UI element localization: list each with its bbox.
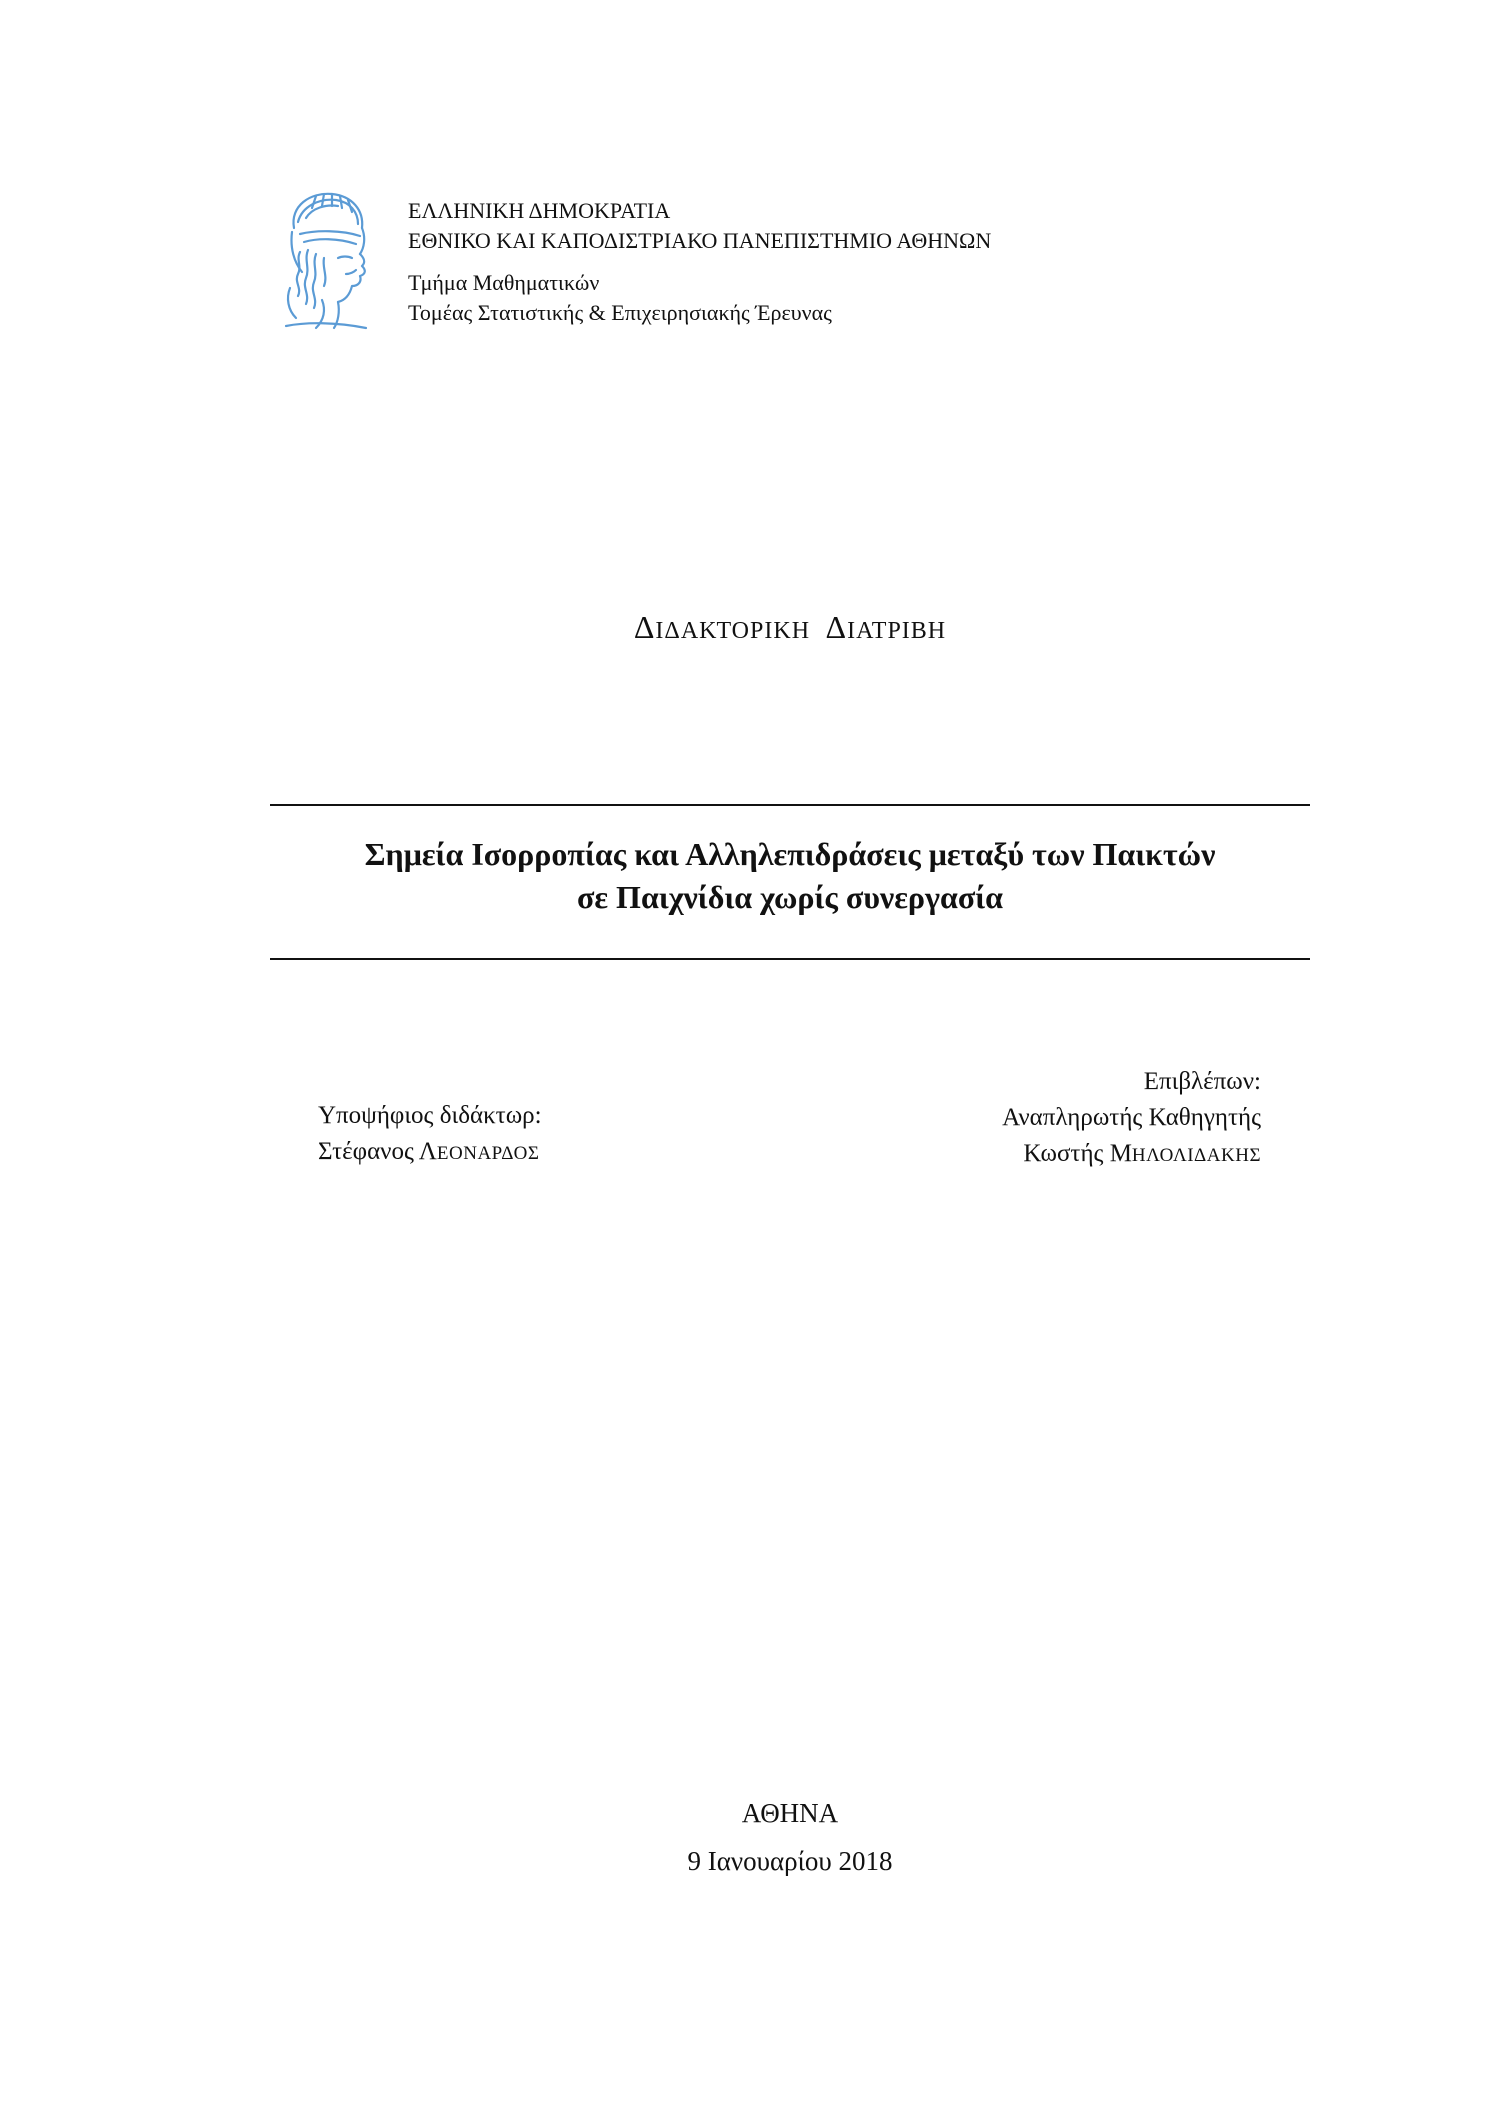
title-top-rule [270,804,1310,806]
supervisor-first-name: Κωστής [1023,1140,1104,1167]
supervisor-rank: Αναπληρωτής Καθηγητής [1002,1104,1261,1131]
supervisor-block [1002,1064,1261,1174]
thesis-type-word1-rest: ΙΔΑΚΤΟΡΙΚΗ [655,618,811,644]
athena-head-logo-icon [276,188,374,332]
supervisor-surname-rest: ΗΛΟΛΙΔΑΚΗΣ [1131,1145,1261,1166]
date: 9 Ιανουαρίου 2018 [687,1846,893,1876]
department-name: Τμήμα Μαθηματικών [408,270,600,295]
title-bottom-rule [270,958,1310,960]
thesis-type-word2-rest: ΙΑΤΡΙΒΗ [847,618,947,644]
thesis-title [270,833,1310,919]
country-name: ΕΛΛΗΝΙΚΗ ΔΗΜΟΚΡΑΤΙΑ [408,198,671,223]
place-and-date [0,1789,1489,1885]
supervisor-name [1002,1136,1261,1174]
city: ΑΘΗΝΑ [741,1798,839,1828]
university-name: ΕΘΝΙΚΟ ΚΑΙ ΚΑΠΟΔΙΣΤΡΙΑΚΟ ΠΑΝΕΠΙΣΤΗΜΙΟ ΑΘΗΝΩΝ [408,228,992,253]
supervisor-label: Επιβλέπων: [1143,1068,1261,1095]
supervisor-surname-initial: Μ [1109,1140,1132,1167]
candidate-name [318,1134,542,1172]
thesis-type-word1-initial: Δ [633,609,656,645]
title-line-1: Σημεία Ισορροπίας και Αλληλεπιδράσεις μεταξύ των Παικτών [364,836,1216,872]
header-spacer [408,256,991,268]
title-line-2: σε Παιχνίδια χωρίς συνεργασία [576,879,1004,915]
thesis-type [0,609,1489,646]
candidate-block [318,1098,542,1172]
candidate-surname-rest: ΕΟΝΑΡΔΟΣ [436,1143,540,1164]
thesis-type-word2-initial: Δ [825,609,848,645]
candidate-surname-initial: Λ [418,1138,437,1165]
institution-header [408,196,991,328]
candidate-first-name: Στέφανος [318,1138,414,1165]
section-name: Τομέας Στατιστικής & Επιχειρησιακής Έρευνας [408,300,832,325]
candidate-label: Υποψήφιος διδάκτωρ: [318,1102,542,1129]
